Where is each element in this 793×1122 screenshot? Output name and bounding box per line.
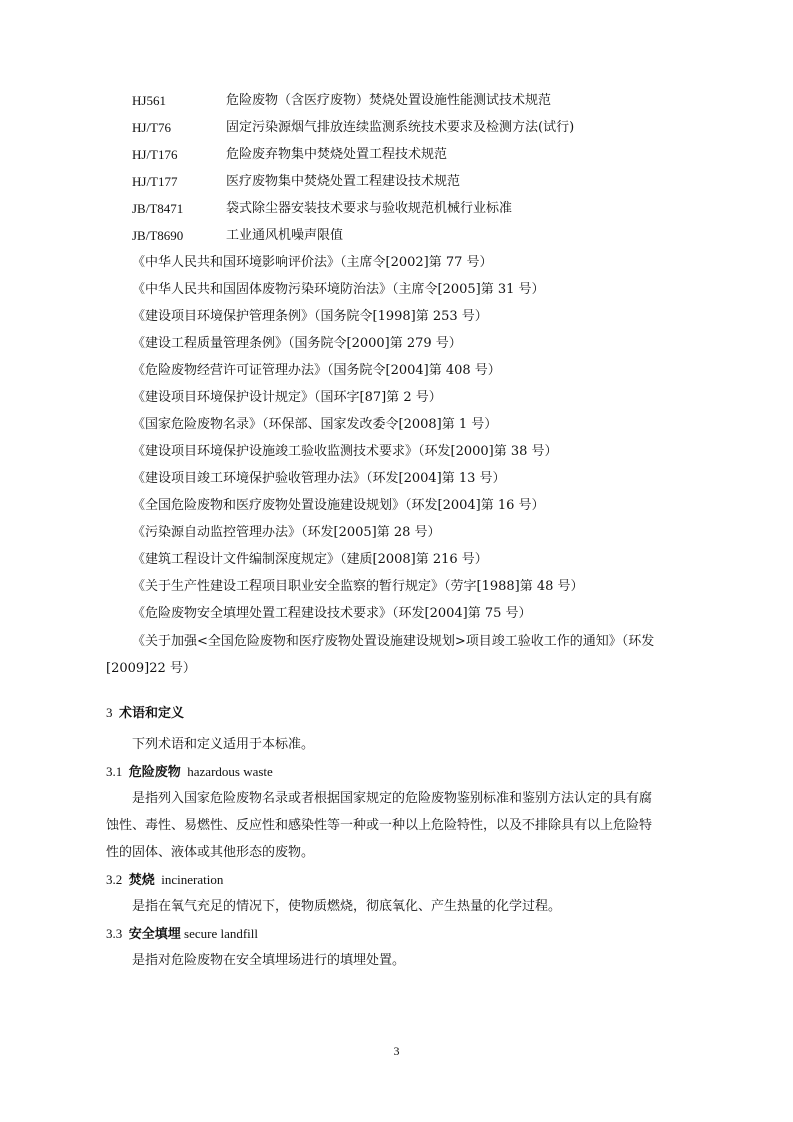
section-number: 3 [106,705,113,720]
standard-title: 危险废物（含医疗废物）焚烧处置设施性能测试技术规范 [226,93,552,108]
term-name: 焚烧 [128,873,155,888]
term-definition-line: 是指对危险废物在安全填埋场进行的填埋处置。 [132,953,406,968]
regulation-item: 《危险废物经营许可证管理办法》（国务院令[2004]第 408 号） [132,363,501,378]
standard-title: 危险废弃物集中焚烧处置工程技术规范 [226,147,448,162]
term-definition-line: 是指列入国家危险废物名录或者根据国家规定的危险废物鉴别标准和鉴别方法认定的具有腐 [132,791,653,806]
regulation-item: 《关于生产性建设工程项目职业安全监察的暂行规定》（劳字[1988]第 48 号） [132,579,584,594]
term-name: 安全填埋 [128,927,181,942]
standard-title: 袋式除尘器安装技术要求与验收规范机械行业标准 [226,201,513,216]
regulation-item: 《建设项目环境保护设施竣工验收监测技术要求》（环发[2000]第 38 号） [132,444,558,459]
term-heading [106,872,223,889]
standard-code: HJ/T177 [132,174,178,189]
regulation-item: 《建筑工程设计文件编制深度规定》（建质[2008]第 216 号） [132,552,488,567]
regulation-item: 《建设项目环境保护设计规定》（国环字[87]第 2 号） [132,390,442,405]
term-number: 3.3 [106,926,123,941]
regulation-item: 《建设项目环境保护管理条例》（国务院令[1998]第 253 号） [132,309,488,324]
regulation-item: 《中华人民共和国固体废物污染环境防治法》（主席令[2005]第 31 号） [132,282,545,297]
section-intro: 下列术语和定义适用于本标准。 [132,737,315,752]
regulation-item: 《危险废物安全填埋处置工程建设技术要求》（环发[2004]第 75 号） [132,606,532,621]
term-definition-line: 是指在氧气充足的情况下，使物质燃烧，彻底氧化、产生热量的化学过程。 [132,899,562,914]
term-name: 危险废物 [128,765,181,780]
term-heading [106,764,273,781]
standard-code: HJ/T176 [132,147,178,162]
regulation-item: 《国家危险废物名录》（环保部、国家发改委令[2008]第 1 号） [132,417,498,432]
term-definition-line: 蚀性、毒性、易燃性、反应性和感染性等一种或一种以上危险特性，以及不排除具有以上危险特 [106,818,653,833]
term-definition-line: 性的固体、液体或其他形态的废物。 [106,845,315,860]
term-number: 3.1 [106,764,123,779]
standard-code: JB/T8471 [132,201,184,216]
standard-code: HJ/T76 [132,120,171,135]
term-english: incineration [161,872,224,887]
regulation-item: 《污染源自动监控管理办法》（环发[2005]第 28 号） [132,525,441,540]
term-heading [106,926,258,943]
regulation-item: 《全国危险废物和医疗废物处置设施建设规划》（环发[2004]第 16 号） [132,498,545,513]
term-english: secure landfill [184,926,259,941]
term-english: hazardous waste [187,764,273,779]
standard-code: HJ561 [132,93,166,108]
standard-title: 固定污染源烟气排放连续监测系统技术要求及检测方法(试行) [226,120,575,135]
regulation-item-line2: [2009]22 号） [106,661,196,676]
section-heading [106,705,184,722]
regulation-item: 《中华人民共和国环境影响评价法》（主席令[2002]第 77 号） [132,255,493,270]
term-number: 3.2 [106,872,123,887]
standard-title: 工业通风机噪声限值 [226,228,344,243]
standard-title: 医疗废物集中焚烧处置工程建设技术规范 [226,174,461,189]
regulation-item: 《建设工程质量管理条例》（国务院令[2000]第 279 号） [132,336,462,351]
standard-code: JB/T8690 [132,228,184,243]
section-title: 术语和定义 [119,706,185,721]
regulation-item-line1: 《关于加强<全国危险废物和医疗废物处置设施建设规划>项目竣工验收工作的通知》（环发 [132,634,655,649]
regulation-item: 《建设项目竣工环境保护验收管理办法》（环发[2004]第 13 号） [132,471,506,486]
page-number: 3 [393,1044,400,1058]
